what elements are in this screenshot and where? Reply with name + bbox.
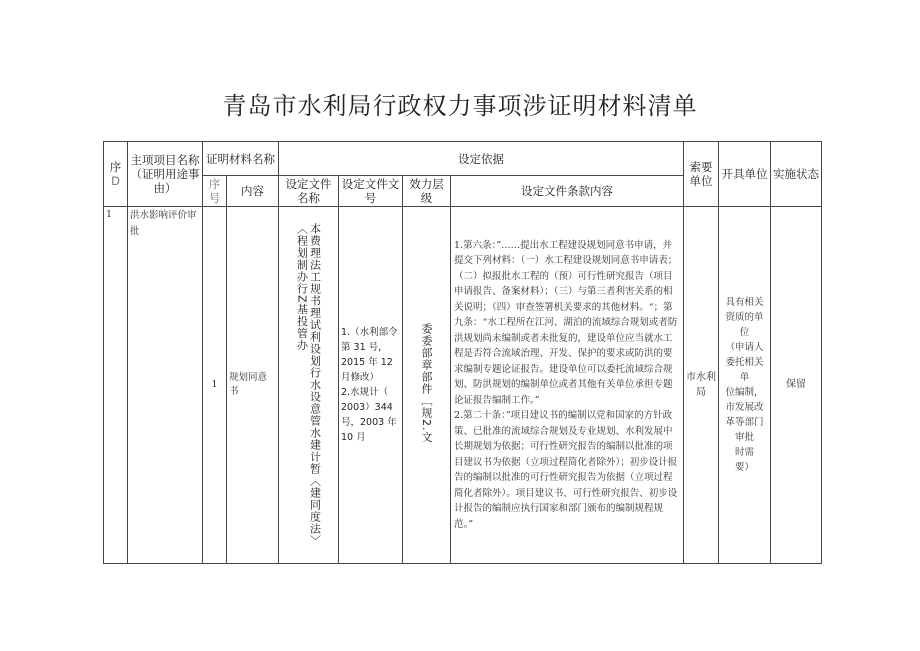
row-doc-name-cell bbox=[279, 207, 339, 564]
header-seq-label: 序 bbox=[109, 160, 122, 174]
row-effect-level: 委委部章部件［规2.文 bbox=[420, 322, 433, 444]
header-seq bbox=[104, 142, 128, 207]
row-issuing-unit: 具有相关资质的单位 （申请人委托相关单 位编制，市发展改革等部门审批 时需 要） bbox=[719, 207, 771, 564]
materials-table bbox=[103, 141, 822, 564]
row-clause-content: 1.第六条：”……提出水工程建设规划同意书申请，并提交下列材料：（一）水工程建设规划同意书申请表；（二）拟报批水工程的（预）可行性研究报告（项目申请报告、备案材料）；（三）与第三者利害关系的相关说明；（四）审查签署机关要求的其他材料。“；第九条：“水工程所在江河、湖泊的流域综合规划或者防洪规划尚未编制或者未批复的，建设单位应当就水工程是否符合流域治理、开发、保护的要求或防洪的要求编制专题论证报告。建设单位可以委托流域综合规划、防洪规划的编制单位或者其他有关单位承担专题论证报告编制工作。” 2.第二十条：”项目建议书的编制以党和国家的方针政策、已批准的流域综合规划及专业规划、水利发展中长期规划为依据；可行性研究报告的编制以批准的项目建议书为依据（立项过程简化者除外）；初步设计报告的编制以批准的可行性研究报告为依据（立项过程简化者除外）。项目建议书、可行性研究报告、初步设计报告的编制应执行国家和部门颁布的编制规程规范。” bbox=[451, 207, 684, 564]
header-issuing-unit: 开具单位 bbox=[719, 142, 771, 207]
row-effect-level-cell bbox=[403, 207, 451, 564]
row-material-content: 规划同意书 bbox=[227, 207, 279, 564]
row-demanding-unit: 市水利局 bbox=[684, 207, 719, 564]
page-title: 青岛市水利局行政权力事项涉证明材料清单 bbox=[222, 92, 698, 120]
table-row bbox=[104, 207, 822, 564]
row-status: 保留 bbox=[771, 207, 822, 564]
header-clause-content: 设定文件条款内容 bbox=[451, 176, 684, 207]
header-material: 证明材料名称 bbox=[203, 142, 279, 176]
row-seq: 1 bbox=[104, 207, 128, 564]
header-main-item: 主项项目名称（证明用途事由） bbox=[128, 142, 203, 207]
row-doc-number: 1.（水利部令第 31 号，2015 年 12 月修改） 2.水规计（ 2003）344 号，2003 年 10 月 bbox=[339, 207, 403, 564]
header-material-seq: 序号 bbox=[203, 176, 227, 207]
header-effect-level: 效力层级 bbox=[403, 176, 451, 207]
row-main-item: 洪水影响评价审批 bbox=[128, 207, 203, 564]
header-doc-name: 设定文件名称 bbox=[279, 176, 339, 207]
header-material-content: 内容 bbox=[227, 176, 279, 207]
header-basis: 设定依据 bbox=[279, 142, 684, 176]
header-status: 实施状态 bbox=[771, 142, 822, 207]
header-demanding-unit: 索要单位 bbox=[684, 142, 719, 207]
header-seq-sub: D bbox=[111, 174, 120, 188]
row-material-seq: 1 bbox=[203, 207, 227, 564]
header-doc-number: 设定文件文号 bbox=[339, 176, 403, 207]
row-doc-name: 本费理法工规书理试利设划行水设意管水建计暂〈建同度法〉〈程划制办行Z基投管办 bbox=[295, 223, 322, 542]
